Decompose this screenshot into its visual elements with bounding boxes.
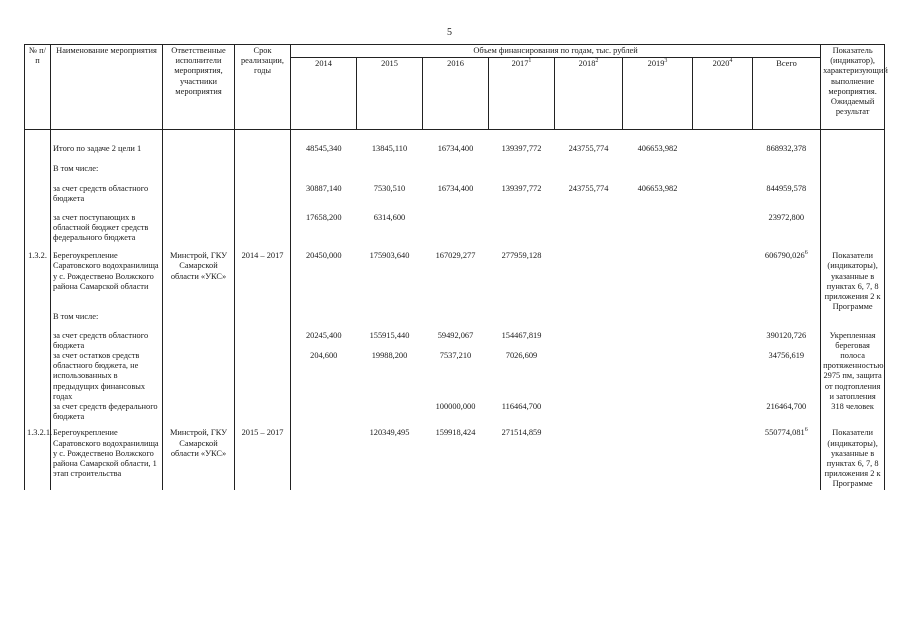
year-2020: 2020$^4$ xyxy=(693,58,753,130)
table-row: В том числе: xyxy=(25,164,885,174)
financing-table xyxy=(24,44,888,490)
year-2015: 2015 xyxy=(357,58,423,130)
year-2017: 2017$^1$ xyxy=(489,58,555,130)
year-2016: 2016 xyxy=(423,58,489,130)
table-row: за счет остатков средств областного бюджета, не использованных в предыдущих финансовых годах 204,600 19988,200 7537,210 7026,609 34756,619 xyxy=(25,351,885,402)
header-indicator: Показатель (индикатор), характеризующий выполнение мероприятия. Ожидаемый результат xyxy=(821,45,885,130)
year-2018: 2018$^2$ xyxy=(555,58,623,130)
year-2014: 2014 xyxy=(291,58,357,130)
header-name: Наименование мероприятия xyxy=(51,45,163,130)
header-responsible: Ответственные исполнители мероприятия, участники мероприятия xyxy=(163,45,235,130)
header-number: № п/п xyxy=(25,45,51,130)
table-row: Итого по задаче 2 цели 1 48545,340 13845,110 16734,400 139397,772 243755,774 406653,982 868932,378 xyxy=(25,144,885,154)
table-row: за счет поступающих в областной бюджет средств федерального бюджета 17658,200 6314,600 23972,800 xyxy=(25,213,885,244)
table-row: за счет средств областного бюджета 20245,400 155915,440 59492,067 154467,819 390120,726 Укрепленная береговая полоса протяженностью 2975 пм, защита от подтопления и затопления 318 человек xyxy=(25,331,885,351)
table-row: В том числе: xyxy=(25,312,885,322)
header-financing: Объем финансирования по годам, тыс. рублей xyxy=(291,45,821,58)
page-number: 5 xyxy=(447,27,452,38)
table-row: за счет средств федерального бюджета 100000,000 116464,700 216464,700 xyxy=(25,402,885,422)
year-2019: 2019$^3$ xyxy=(623,58,693,130)
year-total: Всего xyxy=(753,58,821,130)
table-row: за счет средств областного бюджета 30887,140 7530,510 16734,400 139397,772 243755,774 406653,982 844959,578 xyxy=(25,184,885,204)
table-row: 1.3.2. Берегоукрепление Саратовского водохранилища у с. Рождествено Волжского района Самарской области Минстрой, ГКУ Самарской области «УКС» 2014 – 2017 20450,000 175903,640 167029,277 277959,128 606790,026$^6$ Показатели (индикаторы), указанные в пунктах 6, 7, 8 приложения 2 к Программе xyxy=(25,251,885,312)
header-period: Срок реализации, годы xyxy=(235,45,291,130)
table-row: 1.3.2.1. Берегоукрепление Саратовского водохранилища у с. Рождествено Волжского района Самарской области, 1 этап строительства Минстрой, ГКУ Самарской области «УКС» 2015 – 2017 120349,495 159918,424 271514,859 550774,081$^6$ Показатели (индикаторы), указанные в пунктах 6, 7, 8 приложения 2 к Программе xyxy=(25,428,885,489)
